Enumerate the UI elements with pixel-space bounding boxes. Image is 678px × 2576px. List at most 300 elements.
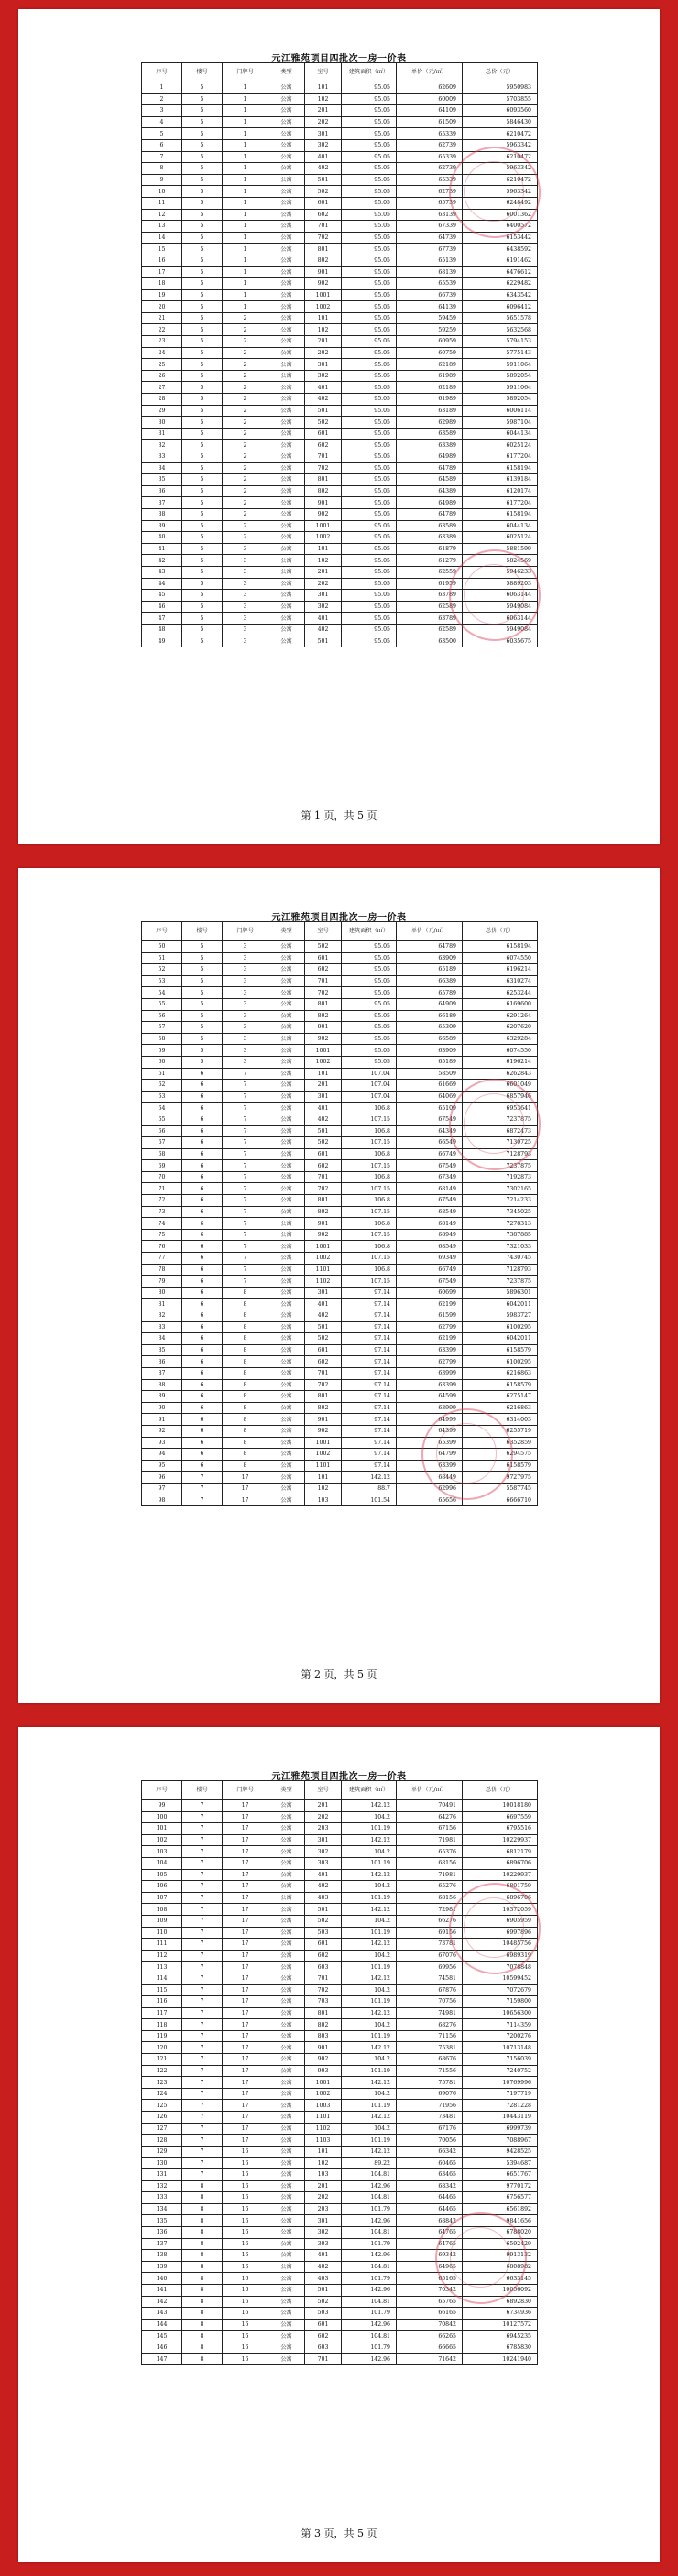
cell-building-no: 5 [182,382,223,394]
cell-unit-price: 64965 [397,2261,463,2273]
cell-unit-type: 公寓 [268,1800,305,1812]
cell-serial-no: 104 [142,1857,182,1869]
table-row [142,93,538,105]
cell-unit-type: 公寓 [268,1857,305,1869]
cell-unit-price: 65309 [397,1022,463,1034]
cell-total-price: 6169600 [463,998,538,1010]
cell-floor-area: 95.05 [342,209,397,221]
cell-unit-type: 公寓 [268,975,305,987]
cell-unit-price: 59259 [397,324,463,336]
cell-total-price: 6207620 [463,1022,538,1034]
cell-door-no: 16 [223,2146,268,2158]
cell-unit-price: 65789 [397,987,463,999]
page-footer: 第 2 页，共 5 页 [301,1668,377,1680]
cell-unit-type: 公寓 [268,266,305,278]
cell-room-no: 101 [305,312,342,324]
cell-room-no: 801 [305,244,342,255]
cell-unit-price: 62199 [397,1299,463,1310]
cell-unit-price: 63399 [397,1379,463,1391]
cell-door-no: 7 [223,1114,268,1125]
cell-serial-no: 103 [142,1846,182,1858]
cell-door-no: 17 [223,1483,268,1495]
table-row [142,474,538,486]
cell-total-price: 10485756 [463,1939,538,1951]
cell-floor-area: 107.04 [342,1080,397,1092]
cell-unit-type: 公寓 [268,1080,305,1092]
cell-room-no: 502 [305,417,342,429]
cell-total-price: 7240752 [463,2065,538,2077]
cell-serial-no: 20 [142,301,182,313]
cell-door-no: 3 [223,998,268,1010]
cell-room-no: 802 [305,485,342,497]
cell-unit-price: 65399 [397,1437,463,1449]
cell-total-price: 6801759 [463,1881,538,1893]
cell-total-price: 6314003 [463,1414,538,1426]
table-row [142,2226,538,2238]
cell-unit-price: 64599 [397,1391,463,1403]
table-row [142,105,538,117]
cell-unit-type: 公寓 [268,2238,305,2250]
cell-building-no: 7 [182,1857,223,1869]
cell-building-no: 6 [182,1367,223,1379]
table-row [142,2250,538,2262]
cell-floor-area: 88.7 [342,1483,397,1495]
cell-total-price: 6785830 [463,2342,538,2353]
cell-door-no: 3 [223,624,268,636]
table-row [142,2112,538,2124]
cell-door-no: 17 [223,2054,268,2066]
cell-unit-type: 公寓 [268,301,305,313]
cell-unit-type: 公寓 [268,289,305,301]
cell-unit-price: 62996 [397,1483,463,1495]
cell-room-no: 502 [305,1333,342,1345]
table-row [142,2273,538,2285]
cell-total-price: 6953641 [463,1103,538,1114]
cell-total-price: 7088967 [463,2135,538,2147]
cell-unit-type: 公寓 [268,197,305,209]
cell-floor-area: 95.05 [342,941,397,953]
cell-room-no: 501 [305,2284,342,2296]
table-row [142,1800,538,1812]
cell-serial-no: 112 [142,1950,182,1962]
cell-total-price: 6795516 [463,1823,538,1835]
cell-unit-price: 63589 [397,520,463,532]
cell-room-no: 201 [305,105,342,117]
cell-unit-price: 61959 [397,578,463,590]
cell-total-price: 6294575 [463,1449,538,1461]
cell-room-no: 202 [305,2192,342,2204]
cell-door-no: 17 [223,2088,268,2100]
cell-door-no: 17 [223,1846,268,1858]
cell-unit-price: 67076 [397,1950,463,1962]
cell-building-no: 6 [182,1391,223,1403]
cell-unit-price: 66749 [397,1264,463,1276]
cell-door-no: 1 [223,151,268,163]
cell-floor-area: 95.05 [342,139,397,151]
cell-door-no: 17 [223,1939,268,1951]
cell-room-no: 401 [305,2250,342,2262]
table-row [142,987,538,999]
cell-room-no: 902 [305,2054,342,2066]
cell-unit-price: 70491 [397,1800,463,1812]
cell-door-no: 3 [223,1033,268,1045]
cell-serial-no: 100 [142,1811,182,1823]
cell-total-price: 7237875 [463,1276,538,1288]
cell-unit-type: 公寓 [268,941,305,953]
cell-floor-area: 142.12 [342,2077,397,2089]
cell-unit-price: 65539 [397,278,463,290]
cell-door-no: 2 [223,370,268,382]
cell-room-no: 202 [305,578,342,590]
cell-floor-area: 95.05 [342,105,397,117]
cell-building-no: 5 [182,139,223,151]
cell-unit-type: 公寓 [268,2169,305,2181]
cell-door-no: 2 [223,451,268,463]
cell-total-price: 6063144 [463,590,538,602]
table-row [142,2169,538,2181]
cell-building-no: 5 [182,174,223,186]
cell-total-price: 6905959 [463,1915,538,1927]
cell-floor-area: 106.8 [342,1241,397,1253]
cell-room-no: 603 [305,1962,342,1973]
cell-room-no: 601 [305,1939,342,1951]
cell-serial-no: 80 [142,1287,182,1299]
cell-floor-area: 106.8 [342,1195,397,1207]
cell-floor-area: 97.14 [342,1299,397,1310]
cell-floor-area: 101.19 [342,1823,397,1835]
cell-building-no: 5 [182,451,223,463]
cell-total-price: 7387885 [463,1229,538,1241]
cell-room-no: 403 [305,1892,342,1904]
cell-floor-area: 142.12 [342,2112,397,2124]
cell-building-no: 7 [182,1834,223,1846]
cell-floor-area: 106.8 [342,1218,397,1230]
cell-floor-area: 95.05 [342,116,397,128]
cell-total-price: 5911064 [463,359,538,371]
cell-unit-type: 公寓 [268,2319,305,2331]
cell-serial-no: 117 [142,2007,182,2019]
cell-room-no: 902 [305,1425,342,1437]
cell-serial-no: 41 [142,543,182,555]
cell-unit-price: 63909 [397,1045,463,1057]
cell-floor-area: 95.05 [342,1056,397,1068]
cell-door-no: 17 [223,1915,268,1927]
cell-floor-area: 95.05 [342,462,397,474]
table-row [142,2180,538,2192]
cell-floor-area: 107.15 [342,1137,397,1149]
cell-serial-no: 134 [142,2203,182,2215]
cell-total-price: 7192873 [463,1171,538,1183]
table-row [142,2123,538,2135]
cell-floor-area: 95.05 [342,975,397,987]
cell-floor-area: 142.96 [342,2319,397,2331]
cell-unit-type: 公寓 [268,485,305,497]
cell-building-no: 5 [182,232,223,244]
cell-floor-area: 104.81 [342,2331,397,2342]
cell-serial-no: 70 [142,1171,182,1183]
price-table [141,62,538,647]
cell-door-no: 17 [223,1811,268,1823]
cell-building-no: 5 [182,485,223,497]
cell-door-no: 17 [223,1823,268,1835]
cell-door-no: 16 [223,2273,268,2285]
cell-door-no: 8 [223,1310,268,1322]
cell-unit-price: 68149 [397,1218,463,1230]
cell-floor-area: 97.14 [342,1414,397,1426]
cell-unit-type: 公寓 [268,2203,305,2215]
cell-unit-price: 66749 [397,1148,463,1160]
cell-unit-type: 公寓 [268,2042,305,2054]
cell-unit-type: 公寓 [268,578,305,590]
table-row [142,1984,538,1996]
cell-room-no: 702 [305,987,342,999]
cell-unit-type: 公寓 [268,636,305,647]
cell-unit-type: 公寓 [268,1460,305,1472]
cell-unit-type: 公寓 [268,174,305,186]
cell-door-no: 8 [223,1414,268,1426]
cell-building-no: 6 [182,1125,223,1137]
cell-floor-area: 95.05 [342,255,397,266]
cell-total-price: 6120174 [463,485,538,497]
cell-serial-no: 52 [142,964,182,976]
cell-door-no: 3 [223,566,268,578]
cell-door-no: 2 [223,382,268,394]
cell-unit-price: 62739 [397,186,463,198]
cell-unit-type: 公寓 [268,2112,305,2124]
cell-unit-type: 公寓 [268,1068,305,1080]
table-row [142,278,538,290]
table-row [142,1483,538,1495]
cell-total-price: 5987104 [463,417,538,429]
document-page-2 [18,868,660,1703]
cell-unit-price: 73481 [397,2112,463,2124]
cell-unit-price: 65656 [397,1495,463,1506]
cell-room-no: 602 [305,964,342,976]
cell-serial-no: 135 [142,2215,182,2227]
cell-door-no: 8 [223,1391,268,1403]
cell-building-no: 5 [182,221,223,233]
cell-door-no: 1 [223,139,268,151]
cell-building-no: 6 [182,1264,223,1276]
cell-door-no: 3 [223,1010,268,1022]
cell-unit-price: 67549 [397,1195,463,1207]
document-page-1 [18,9,660,844]
cell-unit-price: 66276 [397,1915,463,1927]
cell-total-price: 5963342 [463,163,538,175]
cell-room-no: 101 [305,543,342,555]
cell-building-no: 5 [182,462,223,474]
cell-serial-no: 96 [142,1472,182,1484]
cell-serial-no: 78 [142,1264,182,1276]
cell-room-no: 601 [305,428,342,440]
cell-unit-type: 公寓 [268,2007,305,2019]
cell-room-no: 602 [305,209,342,221]
cell-serial-no: 11 [142,197,182,209]
cell-total-price: 6343542 [463,289,538,301]
cell-building-no: 5 [182,1022,223,1034]
cell-total-price: 5794153 [463,336,538,348]
cell-door-no: 16 [223,2331,268,2342]
table-row [142,221,538,233]
cell-serial-no: 111 [142,1939,182,1951]
cell-unit-price: 75781 [397,2077,463,2089]
table-row [142,2019,538,2031]
cell-total-price: 6945235 [463,2331,538,2342]
cell-building-no: 8 [182,2250,223,2262]
cell-door-no: 17 [223,1984,268,1996]
table-row [142,197,538,209]
cell-total-price: 5892054 [463,394,538,406]
cell-unit-type: 公寓 [268,2284,305,2296]
cell-room-no: 301 [305,1287,342,1299]
table-row [142,964,538,976]
cell-room-no: 202 [305,347,342,359]
cell-floor-area: 95.05 [342,636,397,647]
cell-serial-no: 98 [142,1495,182,1506]
cell-unit-type: 公寓 [268,440,305,451]
cell-unit-price: 64465 [397,2192,463,2204]
cell-room-no: 302 [305,1846,342,1858]
cell-building-no: 7 [182,1811,223,1823]
cell-building-no: 5 [182,197,223,209]
table-row [142,555,538,567]
cell-floor-area: 107.15 [342,1206,397,1218]
cell-door-no: 1 [223,105,268,117]
cell-floor-area: 101.19 [342,1892,397,1904]
cell-floor-area: 101.79 [342,2273,397,2285]
cell-room-no: 702 [305,462,342,474]
cell-total-price: 5775143 [463,347,538,359]
cell-room-no: 602 [305,1356,342,1368]
cell-unit-type: 公寓 [268,543,305,555]
cell-building-no: 7 [182,1892,223,1904]
cell-total-price: 10018180 [463,1800,538,1812]
cell-room-no: 402 [305,1881,342,1893]
cell-door-no: 17 [223,2123,268,2135]
cell-unit-type: 公寓 [268,1996,305,2008]
table-row [142,1125,538,1137]
cell-unit-type: 公寓 [268,255,305,266]
cell-building-no: 5 [182,941,223,953]
cell-door-no: 17 [223,1996,268,2008]
table-row [142,462,538,474]
cell-total-price: 7159800 [463,1996,538,2008]
cell-unit-type: 公寓 [268,1811,305,1823]
table-row [142,1253,538,1265]
cell-building-no: 5 [182,998,223,1010]
cell-unit-price: 63465 [397,2169,463,2181]
cell-building-no: 5 [182,336,223,348]
cell-total-price: 5824569 [463,555,538,567]
cell-total-price: 5846430 [463,116,538,128]
cell-unit-type: 公寓 [268,405,305,417]
cell-room-no: 102 [305,555,342,567]
cell-building-no: 6 [182,1137,223,1149]
cell-unit-type: 公寓 [268,451,305,463]
cell-serial-no: 76 [142,1241,182,1253]
table-row [142,359,538,371]
cell-floor-area: 97.14 [342,1367,397,1379]
cell-unit-price: 64799 [397,1449,463,1461]
cell-unit-price: 63189 [397,405,463,417]
cell-unit-type: 公寓 [268,1056,305,1068]
cell-building-no: 7 [182,2030,223,2042]
cell-room-no: 802 [305,2019,342,2031]
cell-door-no: 8 [223,1321,268,1333]
cell-serial-no: 91 [142,1414,182,1426]
cell-room-no: 1001 [305,289,342,301]
cell-building-no: 5 [182,532,223,544]
cell-serial-no: 72 [142,1195,182,1207]
table-row [142,370,538,382]
table-row [142,1495,538,1506]
cell-total-price: 5949084 [463,601,538,613]
table-row [142,2353,538,2365]
cell-floor-area: 95.05 [342,266,397,278]
cell-total-price: 6896706 [463,1857,538,1869]
cell-floor-area: 95.05 [342,301,397,313]
table-row [142,2135,538,2147]
cell-total-price: 6592429 [463,2238,538,2250]
cell-building-no: 6 [182,1195,223,1207]
cell-unit-type: 公寓 [268,278,305,290]
cell-unit-type: 公寓 [268,1183,305,1195]
table-row [142,1333,538,1345]
cell-building-no: 8 [182,2284,223,2296]
cell-total-price: 6857946 [463,1091,538,1103]
cell-building-no: 7 [182,2088,223,2100]
cell-total-price: 6872473 [463,1125,538,1137]
cell-unit-type: 公寓 [268,347,305,359]
cell-building-no: 6 [182,1160,223,1172]
cell-floor-area: 142.96 [342,2284,397,2296]
cell-door-no: 17 [223,2077,268,2089]
cell-floor-area: 104.2 [342,2088,397,2100]
cell-door-no: 8 [223,1287,268,1299]
cell-building-no: 7 [182,2042,223,2054]
cell-unit-price: 69956 [397,1962,463,1973]
table-row [142,1973,538,1984]
cell-unit-type: 公寓 [268,324,305,336]
cell-room-no: 801 [305,2007,342,2019]
table-header-row [142,63,538,82]
cell-room-no: 701 [305,221,342,233]
cell-unit-price: 66265 [397,2331,463,2342]
cell-serial-no: 86 [142,1356,182,1368]
table-row [142,1927,538,1939]
cell-floor-area: 95.05 [342,174,397,186]
table-row [142,186,538,198]
cell-total-price: 10599452 [463,1973,538,1984]
cell-floor-area: 95.05 [342,197,397,209]
cell-door-no: 2 [223,428,268,440]
cell-floor-area: 95.05 [342,964,397,976]
cell-building-no: 7 [182,1495,223,1506]
cell-unit-price: 63999 [397,1402,463,1414]
cell-room-no: 901 [305,2042,342,2054]
cell-serial-no: 75 [142,1229,182,1241]
cell-room-no: 702 [305,1379,342,1391]
column-header-total-price: 总价（元） [463,922,538,941]
cell-serial-no: 115 [142,1984,182,1996]
cell-floor-area: 107.04 [342,1068,397,1080]
cell-building-no: 6 [182,1241,223,1253]
cell-floor-area: 95.05 [342,508,397,520]
cell-unit-price: 63999 [397,1367,463,1379]
table-row [142,266,538,278]
cell-door-no: 3 [223,636,268,647]
cell-room-no: 1103 [305,2135,342,2147]
